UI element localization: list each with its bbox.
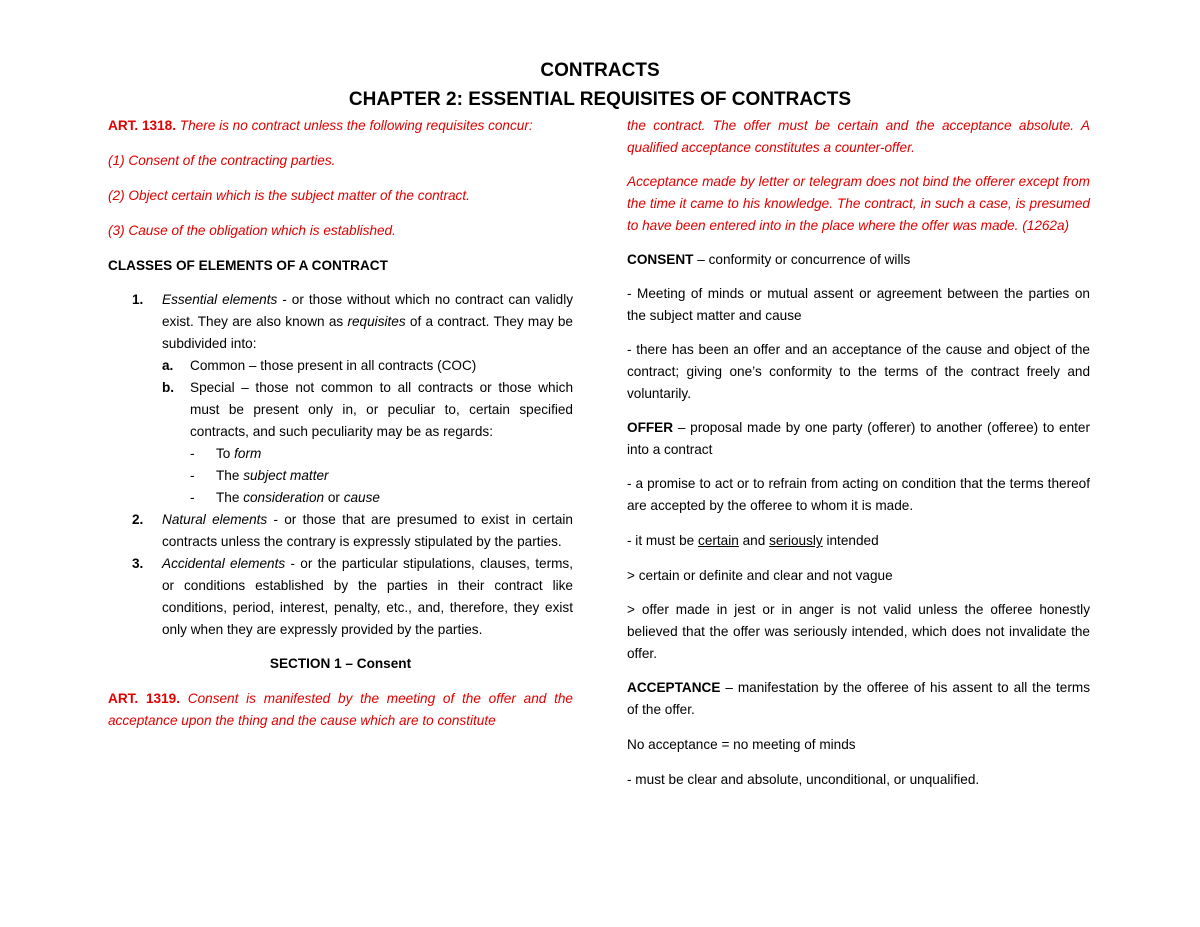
essential-term: Essential elements: [162, 292, 278, 307]
offer-point-2: [627, 530, 1090, 552]
seriously-term: seriously: [769, 533, 823, 548]
sub-letter: a.: [162, 358, 174, 373]
art-1318-label: ART. 1318.: [108, 118, 177, 133]
consent-term: CONSENT: [627, 252, 694, 267]
offer-point-4: > offer made in jest or in anger is not valid unless the offeree honestly believed that the offer was seriously intended, which does not invalidate the offer.: [627, 602, 1090, 661]
art-1319-label: ART. 1319.: [108, 691, 180, 706]
natural-term: Natural elements: [162, 512, 268, 527]
consent-definition: [627, 249, 1090, 271]
acceptance-by-letter: Acceptance made by letter or telegram does not bind the offerer except from the time it came to his knowledge. The contract, in such a case, is presumed to have been entered into in the place where the offer was made. (1262a): [627, 174, 1090, 233]
list-number: 1.: [132, 292, 144, 307]
accidental-text: - or the particular stipulations, clauses, terms, or conditions established by the parties in their contract like conditions, period, interest, penalty, etc., and, therefore, they exist only when they are expressly provided by the parties.: [162, 556, 573, 637]
subdivision-list: [162, 355, 573, 443]
dash-bullet: -: [190, 446, 195, 461]
chapter-title: CHAPTER 2: ESSENTIAL REQUISITES OF CONTRACTS: [348, 89, 852, 110]
consent-def-text: – conformity or concurrence of wills: [693, 252, 911, 267]
offer-point-1: - a promise to act or to refrain from acting on condition that the terms thereof are accepted by the offeree to whom it is made.: [627, 476, 1090, 513]
requisites-term: requisites: [347, 314, 406, 329]
peculiarity-list: [162, 443, 573, 509]
acceptance-def-text: – manifestation by the offeree of his assent to all the terms of the offer.: [627, 680, 1090, 717]
list-item-essential: [108, 289, 573, 509]
no-acceptance-note: No acceptance = no meeting of minds: [627, 737, 856, 752]
sub-item-special: [162, 377, 573, 443]
art-1318: [108, 115, 573, 137]
essential-text-1: - or those without which no contract can validly exist. They are also known as: [162, 292, 574, 329]
art-1319-text: Consent is manifested by the meeting of the offer and the acceptance upon the thing and the cause which are to constitute: [108, 691, 573, 728]
acceptance-term: ACCEPTANCE: [627, 680, 721, 695]
cause-term: cause: [343, 490, 380, 505]
art-1319-continued: the contract. The offer must be certain and the acceptance absolute. A qualified acceptance constitutes a counter-offer.: [627, 118, 1090, 155]
subject-matter-term: subject matter: [243, 468, 329, 483]
sub-item-common: [162, 355, 573, 377]
acceptance-definition: [627, 677, 1090, 721]
list-number: 3.: [132, 556, 144, 571]
art-1318-text: There is no contract unless the following requisites concur:: [179, 118, 533, 133]
dash-text: or: [324, 490, 344, 505]
dash-text: The: [216, 490, 244, 505]
requisite-3: (3) Cause of the obligation which is established.: [108, 223, 396, 238]
section-heading: SECTION 1 – Consent: [269, 656, 412, 671]
list-item-natural: [108, 509, 573, 553]
sub-letter: b.: [162, 380, 175, 395]
special-text: Special – those not common to all contracts or those which must be present only in, or peculiar to, certain specified contracts, and such peculiarity may be as regards:: [190, 380, 573, 439]
offer-point-3: > certain or definite and clear and not vague: [627, 568, 893, 583]
dash-bullet: -: [190, 490, 195, 505]
natural-text: - or those that are presumed to exist in certain contracts unless the contrary is expressly stipulated by the parties.: [162, 512, 573, 549]
consent-point-1: - Meeting of minds or mutual assent or agreement between the parties on the subject matter and cause: [627, 286, 1090, 323]
consideration-term: consideration: [243, 490, 325, 505]
list-number: 2.: [132, 512, 144, 527]
dash-bullet: -: [190, 468, 195, 483]
essential-text-2: of a contract. They may be subdivided into:: [162, 314, 573, 351]
dash-item-form: [162, 443, 573, 465]
art-1319: [108, 688, 573, 732]
offer-p2-text: intended: [822, 533, 879, 548]
offer-def-text: – proposal made by one party (offerer) to another (offeree) to enter into a contract: [627, 420, 1090, 457]
requisite-1: (1) Consent of the contracting parties.: [108, 153, 336, 168]
dash-text: To: [216, 446, 235, 461]
offer-p2-text: - it must be: [627, 533, 699, 548]
requisite-2: (2) Object certain which is the subject matter of the contract.: [108, 188, 470, 203]
dash-item-subject: [162, 465, 573, 487]
offer-p2-text: and: [738, 533, 770, 548]
common-text: Common – those present in all contracts (COC): [190, 358, 477, 373]
list-item-accidental: [108, 553, 573, 641]
offer-term: OFFER: [627, 420, 674, 435]
left-column: [108, 115, 573, 732]
accidental-term: Accidental elements: [162, 556, 286, 571]
elements-list: [108, 289, 573, 641]
consent-point-2: - there has been an offer and an acceptance of the cause and object of the contract; giving one’s conformity to the terms of the contract freely and voluntarily.: [627, 342, 1090, 401]
dash-item-consideration: [162, 487, 573, 509]
right-column: [627, 115, 1090, 791]
acceptance-requirement: - must be clear and absolute, unconditional, or unqualified.: [627, 772, 980, 787]
form-term: form: [234, 446, 262, 461]
document-title: CONTRACTS: [540, 60, 660, 81]
certain-term: certain: [698, 533, 739, 548]
dash-text: The: [216, 468, 244, 483]
classes-heading: CLASSES OF ELEMENTS OF A CONTRACT: [108, 258, 388, 273]
offer-definition: [627, 417, 1090, 461]
